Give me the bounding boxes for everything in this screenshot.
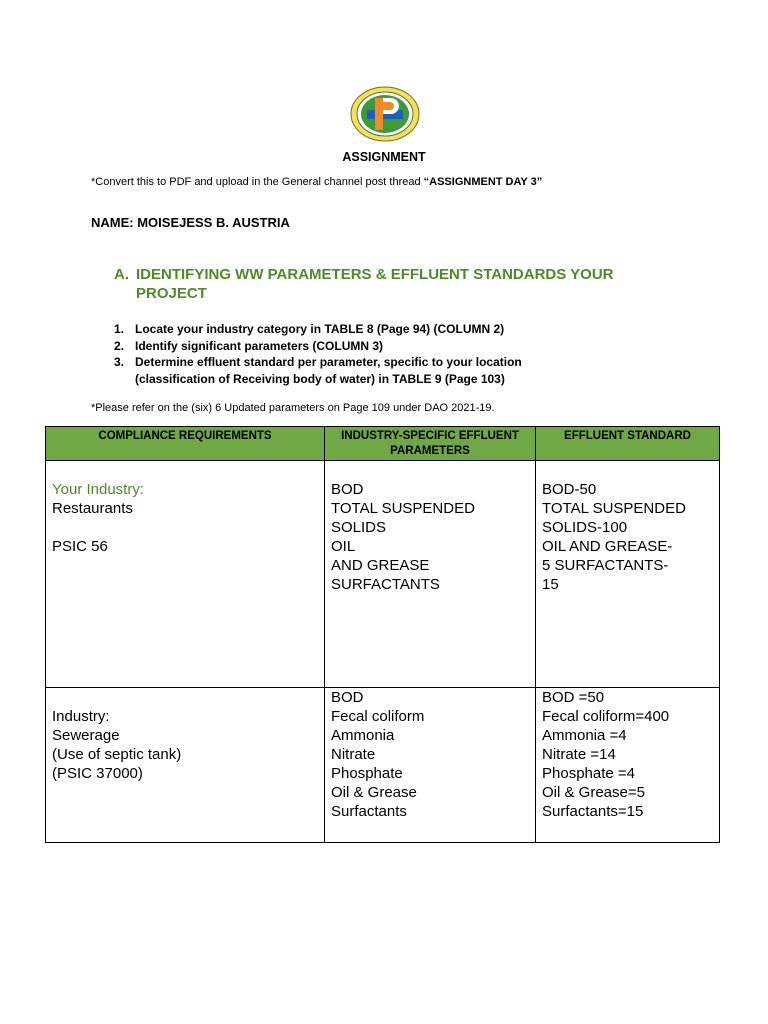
thread-name: “ASSIGNMENT DAY 3” — [423, 176, 543, 188]
cell-line: OIL AND GREASE- — [542, 538, 673, 555]
column-header: INDUSTRY-SPECIFIC EFFLUENT PARAMETERS — [325, 427, 536, 461]
step-number: 3. — [114, 355, 125, 369]
cell-line: Surfactants — [331, 803, 407, 820]
cell-line: BOD — [331, 481, 364, 498]
step-text: Determine effluent standard per parameter, specific to your location — [135, 355, 522, 369]
cell-line: Fecal coliform — [331, 708, 425, 725]
table-row — [46, 461, 720, 688]
column-header: COMPLIANCE REQUIREMENTS — [46, 427, 325, 461]
step-text-continued: (classification of Receiving body of water) in TABLE 9 (Page 103) — [135, 371, 505, 386]
steps-list — [114, 321, 674, 387]
column-header: EFFLUENT STANDARD — [536, 427, 720, 461]
instruction-text: *Convert this to PDF and upload in the General channel post thread — [91, 176, 424, 188]
cell-line: TOTAL SUSPENDED — [331, 500, 475, 517]
cell-line: 15 — [542, 576, 559, 593]
section-title-line2: PROJECT — [136, 285, 207, 302]
cell-line: Ammonia =4 — [542, 727, 627, 744]
cell-line: SOLIDS — [331, 519, 387, 536]
cell-line: BOD — [331, 689, 364, 706]
cell-line: BOD =50 — [542, 689, 605, 706]
cell-line: SOLIDS-100 — [542, 519, 628, 536]
cell-line: (Use of septic tank) — [52, 746, 182, 763]
table-cell — [325, 688, 536, 843]
table-cell — [46, 688, 325, 843]
section-heading — [114, 265, 694, 303]
cell-line — [52, 688, 318, 707]
cell-line: OIL — [331, 538, 356, 555]
table-cell — [325, 461, 536, 688]
cell-line: Sewerage — [52, 727, 120, 744]
step-number: 1. — [114, 322, 125, 336]
reference-note: *Please refer on the (six) 6 Updated parameters on Page 109 under DAO 2021-19. — [91, 402, 495, 414]
cell-line: SURFACTANTS — [331, 576, 440, 593]
standards-table — [45, 426, 720, 843]
cell-line: BOD-50 — [542, 481, 597, 498]
cell-line: Nitrate =14 — [542, 746, 616, 763]
table-header-row — [46, 427, 720, 461]
table-cell — [536, 461, 720, 688]
cell-line: Oil & Grease — [331, 784, 417, 801]
cell-line: Ammonia — [331, 727, 395, 744]
cell-line: Nitrate — [331, 746, 376, 763]
cell-line: TOTAL SUSPENDED — [542, 500, 686, 517]
page-title: ASSIGNMENT — [342, 150, 426, 164]
student-name: NAME: MOISEJESS B. AUSTRIA — [91, 215, 290, 230]
section-number: A. — [114, 266, 129, 283]
table-cell — [536, 688, 720, 843]
cell-line: Phosphate — [331, 765, 403, 782]
cell-line: Industry: — [52, 708, 110, 725]
step-text: Locate your industry category in TABLE 8 (Page 94) (COLUMN 2) — [135, 322, 505, 336]
cell-line: (PSIC 37000) — [52, 765, 143, 782]
section-title-line1: IDENTIFYING WW PARAMETERS & EFFLUENT STANDARDS YOUR — [136, 266, 614, 283]
cell-line: Fecal coliform=400 — [542, 708, 670, 725]
step-text: Identify significant parameters (COLUMN 3) — [135, 338, 384, 353]
list-item — [114, 354, 674, 387]
cell-line: Surfactants=15 — [542, 803, 644, 820]
list-item — [114, 321, 674, 338]
cell-line: Restaurants — [52, 500, 133, 517]
table-cell — [46, 461, 325, 688]
step-number: 2. — [114, 338, 125, 353]
cell-line: Your Industry: — [52, 481, 144, 498]
table-row — [46, 688, 720, 843]
instruction-note — [91, 176, 542, 188]
cell-line: AND GREASE — [331, 557, 430, 574]
cell-line: 5 SURFACTANTS- — [542, 557, 669, 574]
cell-line: Oil & Grease=5 — [542, 784, 645, 801]
organization-logo — [349, 84, 421, 144]
list-item — [114, 338, 674, 355]
cell-line: Phosphate =4 — [542, 765, 635, 782]
cell-line: PSIC 56 — [52, 538, 108, 555]
cell-line — [52, 518, 318, 537]
